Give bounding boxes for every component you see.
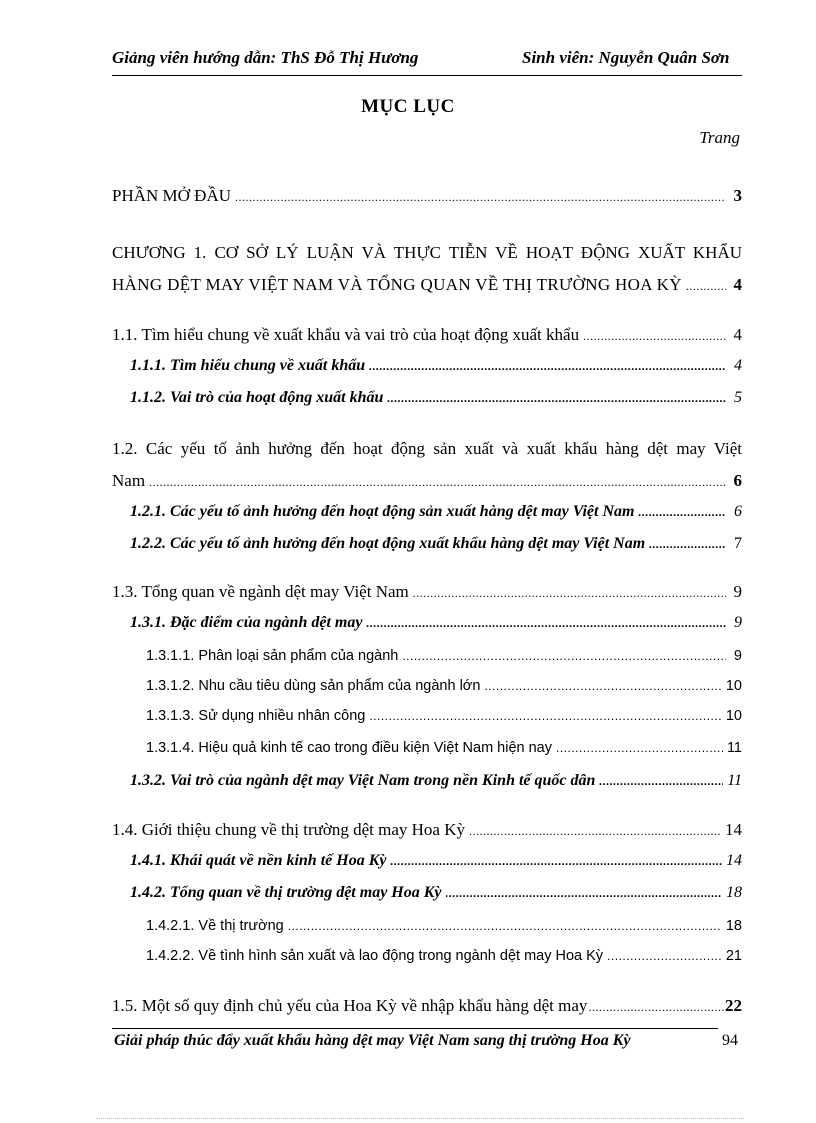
toc-page: 21 xyxy=(725,948,742,964)
toc-label: 1.3. Tổng quan về ngành dệt may Việt Nam xyxy=(112,582,409,601)
leader-dots xyxy=(607,950,722,962)
toc-label: HÀNG DỆT MAY VIỆT NAM VÀ TỔNG QUAN VỀ THỊ TRƯỜNG HOA KỲ xyxy=(112,275,682,294)
toc-entry-1-3-1-4[interactable] xyxy=(146,740,742,756)
toc-page: 6 xyxy=(734,503,742,520)
leader-dots xyxy=(469,825,721,837)
toc-page: 10 xyxy=(725,678,742,694)
toc-label: 1.1. Tìm hiểu chung về xuất khẩu và vai trò của hoạt động xuất khẩu xyxy=(112,325,580,344)
leader-dots xyxy=(446,887,722,899)
toc-entry-1-2[interactable] xyxy=(112,471,742,491)
toc-label: 1.4.1. Khái quát về nền kinh tế Hoa Kỳ xyxy=(130,852,387,869)
leader-dots xyxy=(638,506,726,518)
toc-page: 10 xyxy=(725,708,742,724)
footer-thesis-title: Giải pháp thúc đẩy xuất khẩu hàng dệt may Việt Nam sang thị trường Hoa Kỳ xyxy=(114,1032,631,1049)
toc-page: 5 xyxy=(734,389,742,406)
toc-page: 4 xyxy=(733,325,742,344)
toc-label: 1.4.2.2. Về tình hình sản xuất và lao động trong ngành dệt may Hoa Kỳ xyxy=(146,948,604,964)
leader-dots xyxy=(288,920,722,932)
toc-label: 1.5. Một số quy định chủ yếu của Hoa Kỳ về nhập khẩu hàng dệt may xyxy=(112,996,588,1015)
leader-dots xyxy=(402,650,726,662)
toc-page: 9 xyxy=(733,648,742,664)
leader-dots xyxy=(588,1001,724,1013)
footer-page-number: 94 xyxy=(722,1032,738,1049)
toc-label: 1.3.1. Đặc điểm của ngành dệt may xyxy=(130,614,363,631)
toc-label: PHẦN MỞ ĐẦU xyxy=(112,186,232,205)
leader-dots xyxy=(235,191,726,203)
leader-dots xyxy=(599,775,723,787)
toc-entry-chapter-1[interactable] xyxy=(112,275,742,295)
toc-page: 9 xyxy=(733,582,742,601)
leader-dots xyxy=(369,360,726,372)
toc-label: 1.2.1. Các yếu tố ảnh hưởng đến hoạt động sản xuất hàng dệt may Việt Nam xyxy=(130,503,635,520)
toc-entry-1-4-2[interactable] xyxy=(130,884,742,902)
toc-page: 11 xyxy=(727,772,742,789)
leader-dots xyxy=(369,710,722,722)
toc-entry-1-3[interactable] xyxy=(112,582,742,602)
toc-label: 1.3.2. Vai trò của ngành dệt may Việt Nam trong nền Kinh tế quốc dân xyxy=(130,772,596,789)
leader-dots xyxy=(149,476,726,488)
leader-dots xyxy=(366,617,726,629)
toc-entry-1-3-1-2[interactable] xyxy=(146,678,742,694)
toc-entry-1-2-1[interactable] xyxy=(130,503,742,521)
toc-label: 1.4. Giới thiệu chung về thị trường dệt may Hoa Kỳ xyxy=(112,820,465,839)
toc-entry-1-4-1[interactable] xyxy=(130,852,742,870)
leader-dots xyxy=(686,280,726,292)
toc-label: 1.1.1. Tìm hiểu chung về xuất khẩu xyxy=(130,357,366,374)
leader-dots xyxy=(556,742,723,754)
toc-page: 3 xyxy=(733,186,742,205)
header-divider xyxy=(112,75,742,76)
toc-page: 18 xyxy=(725,918,742,934)
toc-entry-1-3-1-1[interactable] xyxy=(146,648,742,664)
toc-entry-1-4-2-1[interactable] xyxy=(146,918,742,934)
toc-entry-1-5[interactable] xyxy=(112,996,742,1016)
toc-page: 18 xyxy=(726,884,742,901)
page-title: MỤC LỤC xyxy=(361,96,455,117)
leader-dots xyxy=(583,330,726,342)
toc-page: 7 xyxy=(734,535,742,552)
toc-label: 1.4.2. Tổng quan về thị trường dệt may Hoa Kỳ xyxy=(130,884,442,901)
toc-entry-1-4-2-2[interactable] xyxy=(146,948,742,964)
toc-label: 1.3.1.1. Phân loại sản phẩm của ngành xyxy=(146,648,399,664)
footer-divider xyxy=(112,1028,718,1029)
toc-1-2-line1[interactable]: 1.2. Các yếu tố ảnh hưởng đến hoạt động sản xuất và xuất khẩu hàng dệt may Việt xyxy=(112,439,742,458)
header-student: Sinh viên: Nguyễn Quân Sơn xyxy=(522,48,730,67)
toc-label: 1.3.1.2. Nhu cầu tiêu dùng sản phẩm của ngành lớn xyxy=(146,678,481,694)
leader-dots xyxy=(390,855,722,867)
toc-entry-1-3-1-3[interactable] xyxy=(146,708,742,724)
toc-page: 4 xyxy=(733,275,742,294)
toc-page: 14 xyxy=(725,820,742,839)
toc-entry-1-1-1[interactable] xyxy=(130,357,742,375)
bottom-dotted-rule xyxy=(96,1118,744,1119)
toc-label: 1.3.1.4. Hiệu quả kinh tế cao trong điều kiện Việt Nam hiện nay xyxy=(146,740,552,756)
page-column-label: Trang xyxy=(699,128,740,147)
toc-page: 22 xyxy=(725,996,742,1015)
toc-entry-1-1[interactable] xyxy=(112,325,742,345)
toc-label: 1.4.2.1. Về thị trường xyxy=(146,918,284,934)
toc-chapter-1-line1[interactable]: CHƯƠNG 1. CƠ SỞ LÝ LUẬN VÀ THỰC TIỄN VỀ HOẠT ĐỘNG XUẤT KHẨU xyxy=(112,243,742,262)
toc-label: 1.1.2. Vai trò của hoạt động xuất khẩu xyxy=(130,389,384,406)
toc-label: 1.3.1.3. Sử dụng nhiều nhân công xyxy=(146,708,366,724)
toc-page: 14 xyxy=(726,852,742,869)
leader-dots xyxy=(649,538,726,550)
leader-dots xyxy=(413,587,726,599)
toc-entry-1-3-1[interactable] xyxy=(130,614,742,632)
toc-label: Nam xyxy=(112,471,146,490)
toc-page: 9 xyxy=(734,614,742,631)
leader-dots xyxy=(484,680,721,692)
toc-entry-1-1-2[interactable] xyxy=(130,389,742,407)
toc-page: 4 xyxy=(734,357,742,374)
toc-entry-1-4[interactable] xyxy=(112,820,742,840)
toc-page: 11 xyxy=(726,740,742,756)
toc-entry-1-3-2[interactable] xyxy=(130,772,742,790)
toc-page: 6 xyxy=(733,471,742,490)
header-advisor: Giảng viên hướng dẫn: ThS Đỗ Thị Hương xyxy=(112,48,419,67)
leader-dots xyxy=(387,392,726,404)
toc-entry-intro[interactable] xyxy=(112,186,742,206)
toc-label: 1.2.2. Các yếu tố ảnh hưởng đến hoạt động xuất khẩu hàng dệt may Việt Nam xyxy=(130,535,646,552)
toc-entry-1-2-2[interactable] xyxy=(130,535,742,553)
